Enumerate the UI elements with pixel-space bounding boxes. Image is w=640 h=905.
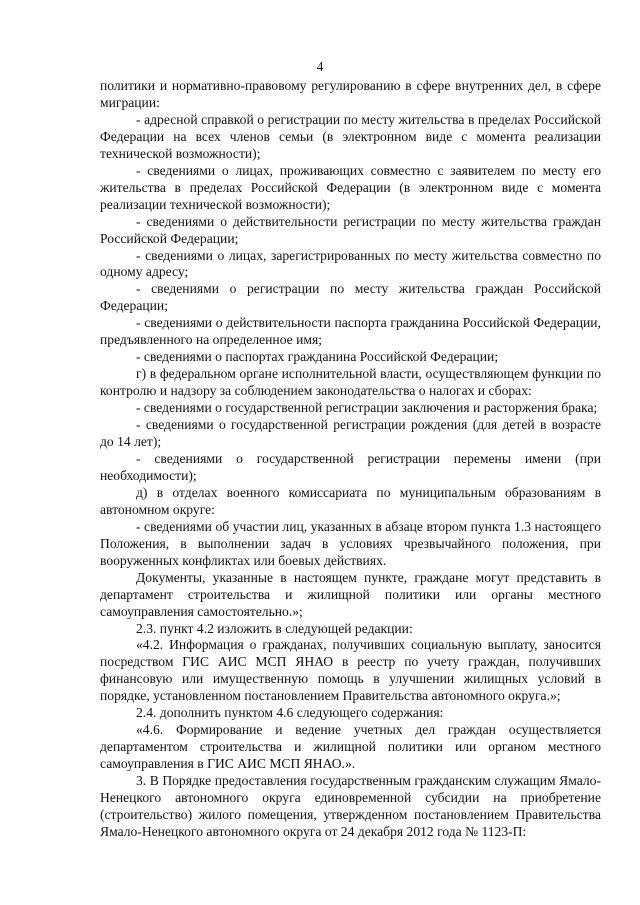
list-item: - сведениями о лицах, зарегистрированных по месту жительства совместно по одному адресу; — [100, 247, 601, 280]
paragraph: г) в федеральном органе исполнительной власти, осуществляющем функции по контролю и надзору за соблюдением законодательства о налогах и сборах: — [100, 366, 601, 399]
paragraph: 2.4. дополнить пунктом 4.6 следующего содержания: — [136, 705, 444, 721]
paragraph: д) в отделах военного комиссариата по муниципальным образованиям в автономном округе: — [100, 484, 601, 517]
paragraph: политики и нормативно-правовому регулированию в сфере внутренних дел, в сфере миграции: — [100, 78, 601, 110]
list-item: - сведениями о регистрации по месту жительства граждан Российской Федерации; — [100, 281, 601, 314]
list-item: - сведениями о паспортах гражданина Российской Федерации; — [136, 349, 499, 365]
document-body — [100, 78, 601, 841]
page-number: 4 — [316, 59, 324, 74]
list-item: - сведениями о действительности паспорта гражданина Российской Федерации, предъявленного на определенное имя; — [100, 315, 601, 348]
paragraph: 3. В Порядке предоставления государственным гражданским служащим Ямало-Ненецкого автономного округа единовременной субсидии на приобретение (строительство) жилого помещения, утвержденном постановлением Правительства Ямало-Ненецкого автономного округа от 24 декабря 2012 года № 1123-П: — [100, 773, 601, 839]
list-item: - сведениями о лицах, проживающих совместно с заявителем по месту его жительства в пределах Российской Федерации (в электронном виде с момента реализации технической возможности); — [100, 162, 601, 212]
paragraph: 2.3. пункт 4.2 изложить в следующей редакции: — [136, 620, 413, 636]
paragraph: Документы, указанные в настоящем пункте, граждане могут представить в департамент строительства и жилищной политики или органы местного самоуправления самостоятельно.»; — [100, 569, 601, 619]
list-item: - сведениями о государственной регистрации заключения и расторжения брака; — [136, 400, 598, 416]
list-item: - сведениями о государственной регистрации рождения (для детей в возрасте до 14 лет); — [100, 417, 601, 450]
list-item: - сведениями о действительности регистрации по месту жительства граждан Российской Федерации; — [100, 213, 601, 246]
list-item: - сведениями об участии лиц, указанных в абзаце втором пункта 1.3 настоящего Положения, в выполнении задач в условиях чрезвычайного положения, при вооруженных конфликтах или боевых действиях. — [100, 518, 601, 568]
list-item: - сведениями о государственной регистрации перемены имени (при необходимости); — [100, 450, 601, 483]
paragraph: «4.2. Информация о гражданах, получивших социальную выплату, заносится посредством ГИС АИС МСП ЯНАО в реестр по учету граждан, получивших финансовую или имущественную помощь в улучшении жилищных условий в порядке, установленном постановлением Правительства автономного округа.»; — [100, 637, 601, 704]
paragraph: «4.6. Формирование и ведение учетных дел граждан осуществляется департаментом строительства и жилищной политики или органом местного самоуправления в ГИС АИС МСП ЯНАО.». — [100, 722, 601, 772]
list-item: - адресной справкой о регистрации по месту жительства в пределах Российской Федерации на всех членов семьи (в электронном виде с момента реализации технической возможности); — [100, 111, 601, 161]
